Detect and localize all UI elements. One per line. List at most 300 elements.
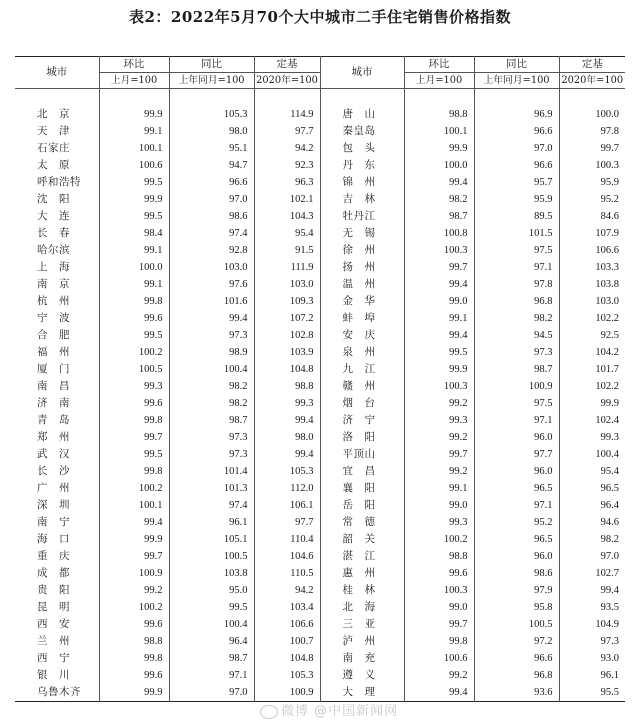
cell-city-right: 宜 昌 (320, 463, 404, 480)
cell-mom-left: 100.2 (99, 480, 169, 497)
cell-base-left: 105.3 (254, 667, 320, 684)
cell-city-left: 成 都 (37, 567, 70, 579)
cell-yoy-left: 92.8 (169, 242, 254, 259)
cell-city-left: 济 南 (37, 397, 70, 409)
cell-base-right: 95.9 (559, 174, 625, 191)
table-row (15, 565, 625, 582)
cell-yoy-left: 95.1 (169, 140, 254, 157)
cell-yoy-right: 95.2 (474, 514, 559, 531)
cell-city-left: 深 圳 (37, 499, 70, 511)
cell-city-left: 长 春 (37, 227, 70, 239)
cell-base-right: 103.0 (559, 293, 625, 310)
cell-yoy-right: 96.6 (474, 157, 559, 174)
page-title: 表2：2022年5月70个大中城市二手住宅销售价格指数 (129, 8, 511, 26)
cell-yoy-left: 97.3 (169, 446, 254, 463)
cell-mom-left: 100.1 (99, 140, 169, 157)
cell-city-left: 郑 州 (37, 431, 70, 443)
header-yoy-left: 同比 (169, 57, 254, 73)
cell-yoy-left: 103.8 (169, 565, 254, 582)
cell-city-right: 蚌 埠 (320, 310, 404, 327)
cell-yoy-right: 97.5 (474, 395, 559, 412)
cell-base-left: 109.3 (254, 293, 320, 310)
table-row (15, 616, 625, 633)
cell-city-right: 惠 州 (320, 565, 404, 582)
table-row (15, 344, 625, 361)
price-index-table (15, 56, 625, 702)
cell-yoy-right: 97.3 (474, 344, 559, 361)
header-mom-left: 环比 (99, 57, 169, 73)
cell-city-left: 西 宁 (37, 652, 70, 664)
cell-yoy-left: 98.7 (169, 412, 254, 429)
cell-mom-right: 100.0 (404, 157, 474, 174)
cell-city-right: 平顶山 (320, 446, 404, 463)
cell-city-left: 重 庆 (37, 550, 70, 562)
cell-mom-left: 98.8 (99, 633, 169, 650)
cell-yoy-right: 100.9 (474, 378, 559, 395)
cell-base-left: 106.1 (254, 497, 320, 514)
cell-city-right: 南 充 (320, 650, 404, 667)
cell-yoy-right: 96.6 (474, 650, 559, 667)
cell-yoy-right: 97.1 (474, 497, 559, 514)
cell-base-right: 94.6 (559, 514, 625, 531)
table-row (15, 191, 625, 208)
cell-mom-right: 99.1 (404, 310, 474, 327)
cell-city-right: 安 庆 (320, 327, 404, 344)
cell-base-right: 95.4 (559, 463, 625, 480)
cell-city-left: 乌鲁木齐 (37, 686, 81, 698)
cell-yoy-right: 93.6 (474, 684, 559, 702)
cell-yoy-right: 97.9 (474, 582, 559, 599)
cell-city-left: 天 津 (37, 125, 70, 137)
table-row (15, 395, 625, 412)
table-row (15, 174, 625, 191)
cell-yoy-right: 97.2 (474, 633, 559, 650)
cell-mom-right: 99.6 (404, 565, 474, 582)
cell-base-left: 103.9 (254, 344, 320, 361)
table-row (15, 276, 625, 293)
cell-city-right: 岳 阳 (320, 497, 404, 514)
cell-base-left: 95.4 (254, 225, 320, 242)
cell-base-left: 98.0 (254, 429, 320, 446)
cell-mom-left: 99.1 (99, 276, 169, 293)
cell-city-left: 太 原 (37, 159, 70, 171)
cell-base-right: 100.3 (559, 157, 625, 174)
cell-base-right: 95.5 (559, 684, 625, 702)
cell-yoy-right: 97.1 (474, 259, 559, 276)
cell-yoy-right: 96.6 (474, 123, 559, 140)
cell-city-right: 烟 台 (320, 395, 404, 412)
cell-mom-left: 99.8 (99, 293, 169, 310)
cell-yoy-right: 97.8 (474, 276, 559, 293)
cell-yoy-right: 96.8 (474, 293, 559, 310)
cell-yoy-left: 98.7 (169, 650, 254, 667)
cell-city-right: 无 锡 (320, 225, 404, 242)
cell-city-left: 长 沙 (37, 465, 70, 477)
cell-city-right: 大 理 (320, 684, 404, 702)
cell-yoy-left: 105.1 (169, 531, 254, 548)
cell-base-right: 100.0 (559, 106, 625, 123)
cell-city-right: 唐 山 (320, 106, 404, 123)
cell-mom-left: 100.9 (99, 565, 169, 582)
cell-city-right: 牡丹江 (320, 208, 404, 225)
cell-base-right: 93.0 (559, 650, 625, 667)
cell-yoy-left: 97.3 (169, 429, 254, 446)
table-row (15, 378, 625, 395)
cell-city-right: 常 德 (320, 514, 404, 531)
subheader-mom-right: 上月=100 (404, 73, 474, 89)
cell-mom-right: 98.8 (404, 548, 474, 565)
table-row (15, 633, 625, 650)
cell-yoy-left: 100.4 (169, 616, 254, 633)
cell-base-right: 99.4 (559, 582, 625, 599)
header-city-left: 城市 (15, 57, 99, 89)
cell-mom-left: 99.9 (99, 531, 169, 548)
cell-base-right: 102.2 (559, 378, 625, 395)
table-row (15, 497, 625, 514)
cell-yoy-left: 96.4 (169, 633, 254, 650)
table-row (15, 480, 625, 497)
cell-yoy-left: 100.4 (169, 361, 254, 378)
cell-city-left: 合 肥 (37, 329, 70, 341)
table-row (15, 140, 625, 157)
header-mom-right: 环比 (404, 57, 474, 73)
cell-mom-right: 99.5 (404, 344, 474, 361)
cell-city-left: 厦 门 (37, 363, 70, 375)
cell-city-right: 徐 州 (320, 242, 404, 259)
table-row (15, 531, 625, 548)
table-row (15, 650, 625, 667)
cell-yoy-left: 97.1 (169, 667, 254, 684)
cell-mom-right: 99.8 (404, 633, 474, 650)
cell-yoy-left: 97.3 (169, 327, 254, 344)
header-base-left: 定基 (254, 57, 320, 73)
cell-city-right: 洛 阳 (320, 429, 404, 446)
cell-mom-right: 98.8 (404, 106, 474, 123)
cell-mom-left: 99.6 (99, 616, 169, 633)
cell-base-right: 93.5 (559, 599, 625, 616)
cell-yoy-left: 96.1 (169, 514, 254, 531)
cell-city-left: 昆 明 (37, 601, 70, 613)
cell-base-left: 100.9 (254, 684, 320, 702)
cell-city-right: 泸 州 (320, 633, 404, 650)
cell-city-right: 泉 州 (320, 344, 404, 361)
cell-base-left: 94.2 (254, 582, 320, 599)
cell-base-left: 104.8 (254, 650, 320, 667)
cell-yoy-right: 98.2 (474, 310, 559, 327)
cell-base-left: 99.4 (254, 412, 320, 429)
cell-yoy-left: 101.3 (169, 480, 254, 497)
table-row (15, 106, 625, 123)
cell-mom-right: 98.7 (404, 208, 474, 225)
cell-city-left: 石家庄 (37, 142, 70, 154)
header-base-right: 定基 (559, 57, 625, 73)
cell-mom-left: 100.1 (99, 497, 169, 514)
cell-mom-left: 99.5 (99, 208, 169, 225)
cell-mom-left: 99.9 (99, 684, 169, 702)
table-row (15, 599, 625, 616)
cell-base-left: 96.3 (254, 174, 320, 191)
table-row (15, 667, 625, 684)
cell-city-right: 赣 州 (320, 378, 404, 395)
cell-mom-left: 99.3 (99, 378, 169, 395)
cell-city-left: 南 京 (37, 278, 70, 290)
cell-city-left: 兰 州 (37, 635, 70, 647)
cell-city-right: 遵 义 (320, 667, 404, 684)
cell-mom-right: 99.4 (404, 327, 474, 344)
cell-base-right: 104.9 (559, 616, 625, 633)
cell-city-right: 三 亚 (320, 616, 404, 633)
cell-base-right: 95.2 (559, 191, 625, 208)
cell-yoy-left: 94.7 (169, 157, 254, 174)
cell-mom-left: 99.6 (99, 667, 169, 684)
cell-yoy-left: 103.0 (169, 259, 254, 276)
cell-mom-left: 99.6 (99, 310, 169, 327)
cell-yoy-right: 96.9 (474, 106, 559, 123)
header-yoy-right: 同比 (474, 57, 559, 73)
cell-yoy-left: 100.5 (169, 548, 254, 565)
cell-city-left: 青 岛 (37, 414, 70, 426)
cell-mom-right: 99.7 (404, 259, 474, 276)
cell-mom-left: 100.0 (99, 259, 169, 276)
cell-base-left: 104.8 (254, 361, 320, 378)
cell-base-left: 91.5 (254, 242, 320, 259)
cell-yoy-right: 98.6 (474, 565, 559, 582)
cell-city-left: 杭 州 (37, 295, 70, 307)
cell-base-left: 97.7 (254, 123, 320, 140)
cell-mom-right: 100.3 (404, 582, 474, 599)
cell-base-left: 104.3 (254, 208, 320, 225)
cell-mom-left: 100.5 (99, 361, 169, 378)
cell-base-right: 96.1 (559, 667, 625, 684)
subheader-yoy-left: 上年同月=100 (169, 73, 254, 89)
subheader-mom-left: 上月=100 (99, 73, 169, 89)
table-row (15, 293, 625, 310)
table-row (15, 327, 625, 344)
cell-base-left: 112.0 (254, 480, 320, 497)
cell-yoy-left: 97.4 (169, 497, 254, 514)
table-row (15, 242, 625, 259)
cell-mom-right: 99.7 (404, 616, 474, 633)
cell-mom-right: 99.0 (404, 293, 474, 310)
cell-mom-right: 99.4 (404, 684, 474, 702)
cell-base-right: 92.5 (559, 327, 625, 344)
cell-base-left: 102.1 (254, 191, 320, 208)
cell-base-left: 106.6 (254, 616, 320, 633)
cell-city-left: 西 安 (37, 618, 70, 630)
cell-city-left: 上 海 (37, 261, 70, 273)
cell-base-right: 84.6 (559, 208, 625, 225)
cell-city-left: 哈尔滨 (37, 244, 70, 256)
cell-mom-left: 99.5 (99, 327, 169, 344)
cell-base-left: 100.7 (254, 633, 320, 650)
cell-base-left: 92.3 (254, 157, 320, 174)
cell-mom-right: 99.2 (404, 463, 474, 480)
cell-city-left: 武 汉 (37, 448, 70, 460)
table-row (15, 157, 625, 174)
cell-yoy-left: 99.4 (169, 310, 254, 327)
cell-mom-left: 99.2 (99, 582, 169, 599)
cell-mom-right: 100.3 (404, 242, 474, 259)
cell-mom-right: 98.2 (404, 191, 474, 208)
cell-city-left: 海 口 (37, 533, 70, 545)
cell-mom-right: 99.0 (404, 497, 474, 514)
watermark-text: 微博 @中国新闻网 (281, 704, 399, 719)
cell-mom-right: 99.4 (404, 174, 474, 191)
cell-city-right: 锦 州 (320, 174, 404, 191)
cell-city-right: 吉 林 (320, 191, 404, 208)
cell-yoy-left: 105.3 (169, 106, 254, 123)
cell-city-left: 北 京 (37, 108, 70, 120)
cell-mom-right: 99.4 (404, 276, 474, 293)
cell-mom-right: 99.3 (404, 514, 474, 531)
cell-city-right: 金 华 (320, 293, 404, 310)
table-row (15, 514, 625, 531)
cell-city-left: 贵 阳 (37, 584, 70, 596)
cell-base-left: 107.2 (254, 310, 320, 327)
cell-mom-left: 99.9 (99, 106, 169, 123)
cell-city-left: 银 川 (37, 669, 70, 681)
table-row (15, 361, 625, 378)
cell-base-right: 106.6 (559, 242, 625, 259)
cell-mom-left: 99.6 (99, 395, 169, 412)
cell-mom-right: 99.9 (404, 361, 474, 378)
cell-mom-left: 99.1 (99, 123, 169, 140)
cell-base-right: 103.8 (559, 276, 625, 293)
table-row (15, 463, 625, 480)
cell-yoy-left: 98.2 (169, 395, 254, 412)
cell-mom-right: 100.1 (404, 123, 474, 140)
cell-mom-left: 99.4 (99, 514, 169, 531)
cell-base-left: 94.2 (254, 140, 320, 157)
cell-mom-left: 100.2 (99, 344, 169, 361)
cell-yoy-right: 96.5 (474, 480, 559, 497)
header-city-right: 城市 (320, 57, 404, 89)
cell-city-right: 包 头 (320, 140, 404, 157)
cell-city-left: 呼和浩特 (37, 176, 81, 188)
cell-mom-right: 99.2 (404, 429, 474, 446)
cell-mom-right: 99.0 (404, 599, 474, 616)
table-row (15, 548, 625, 565)
cell-base-left: 103.4 (254, 599, 320, 616)
cell-base-left: 99.3 (254, 395, 320, 412)
cell-city-left: 南 宁 (37, 516, 70, 528)
cell-yoy-left: 98.2 (169, 378, 254, 395)
cell-yoy-right: 96.0 (474, 429, 559, 446)
cell-base-left: 110.4 (254, 531, 320, 548)
cell-mom-left: 100.2 (99, 599, 169, 616)
cell-mom-left: 98.4 (99, 225, 169, 242)
cell-yoy-right: 95.9 (474, 191, 559, 208)
cell-mom-left: 100.6 (99, 157, 169, 174)
cell-city-left: 沈 阳 (37, 193, 70, 205)
cell-mom-left: 99.5 (99, 174, 169, 191)
cell-mom-right: 99.7 (404, 446, 474, 463)
cell-yoy-right: 95.8 (474, 599, 559, 616)
cell-city-left: 福 州 (37, 346, 70, 358)
cell-city-right: 襄 阳 (320, 480, 404, 497)
cell-city-right: 北 海 (320, 599, 404, 616)
cell-yoy-right: 95.7 (474, 174, 559, 191)
cell-mom-left: 99.1 (99, 242, 169, 259)
cell-yoy-right: 94.5 (474, 327, 559, 344)
cell-yoy-left: 98.6 (169, 208, 254, 225)
cell-base-left: 103.0 (254, 276, 320, 293)
cell-mom-left: 99.8 (99, 463, 169, 480)
cell-city-right: 九 江 (320, 361, 404, 378)
cell-yoy-left: 97.0 (169, 684, 254, 702)
cell-mom-right: 99.9 (404, 140, 474, 157)
cell-base-right: 98.2 (559, 531, 625, 548)
cell-base-left: 114.9 (254, 106, 320, 123)
cell-yoy-right: 96.0 (474, 548, 559, 565)
cell-base-right: 102.4 (559, 412, 625, 429)
cell-yoy-left: 97.0 (169, 191, 254, 208)
cell-mom-right: 100.2 (404, 531, 474, 548)
cell-city-right: 丹 东 (320, 157, 404, 174)
cell-mom-right: 99.2 (404, 395, 474, 412)
table-row (15, 310, 625, 327)
cell-city-right: 扬 州 (320, 259, 404, 276)
subheader-base-left: 2020年=100 (254, 73, 320, 89)
watermark (260, 700, 398, 719)
cell-city-left: 广 州 (37, 482, 70, 494)
cell-mom-right: 99.2 (404, 667, 474, 684)
cell-yoy-left: 96.6 (169, 174, 254, 191)
cell-base-left: 97.7 (254, 514, 320, 531)
cell-mom-left: 99.9 (99, 191, 169, 208)
cell-mom-left: 99.8 (99, 412, 169, 429)
cell-yoy-right: 97.7 (474, 446, 559, 463)
cell-city-left: 南 昌 (37, 380, 70, 392)
cell-yoy-right: 101.5 (474, 225, 559, 242)
cell-city-left: 宁 波 (37, 312, 70, 324)
cell-city-right: 秦皇岛 (320, 123, 404, 140)
cell-base-right: 101.7 (559, 361, 625, 378)
cell-yoy-right: 97.5 (474, 242, 559, 259)
cell-yoy-left: 97.4 (169, 225, 254, 242)
table-row (15, 259, 625, 276)
cell-yoy-right: 97.0 (474, 140, 559, 157)
subheader-base-right: 2020年=100 (559, 73, 625, 89)
cell-base-right: 99.3 (559, 429, 625, 446)
cell-base-left: 110.5 (254, 565, 320, 582)
cell-yoy-left: 97.6 (169, 276, 254, 293)
cell-base-right: 97.3 (559, 633, 625, 650)
cell-base-right: 103.3 (559, 259, 625, 276)
cell-base-right: 99.9 (559, 395, 625, 412)
cell-base-right: 107.9 (559, 225, 625, 242)
cell-yoy-right: 97.1 (474, 412, 559, 429)
cell-yoy-right: 96.8 (474, 667, 559, 684)
cell-yoy-left: 101.6 (169, 293, 254, 310)
cell-base-left: 99.4 (254, 446, 320, 463)
cell-city-right: 湛 江 (320, 548, 404, 565)
cell-base-right: 99.7 (559, 140, 625, 157)
cell-mom-left: 99.7 (99, 429, 169, 446)
cell-yoy-left: 98.9 (169, 344, 254, 361)
cell-base-right: 97.8 (559, 123, 625, 140)
cell-city-left: 大 连 (37, 210, 70, 222)
table-row (15, 684, 625, 702)
cell-city-right: 温 州 (320, 276, 404, 293)
cell-base-right: 104.2 (559, 344, 625, 361)
cell-mom-right: 100.8 (404, 225, 474, 242)
cell-mom-left: 99.8 (99, 650, 169, 667)
cell-yoy-right: 98.7 (474, 361, 559, 378)
cell-base-left: 102.8 (254, 327, 320, 344)
cell-yoy-left: 98.0 (169, 123, 254, 140)
cell-mom-left: 99.5 (99, 446, 169, 463)
